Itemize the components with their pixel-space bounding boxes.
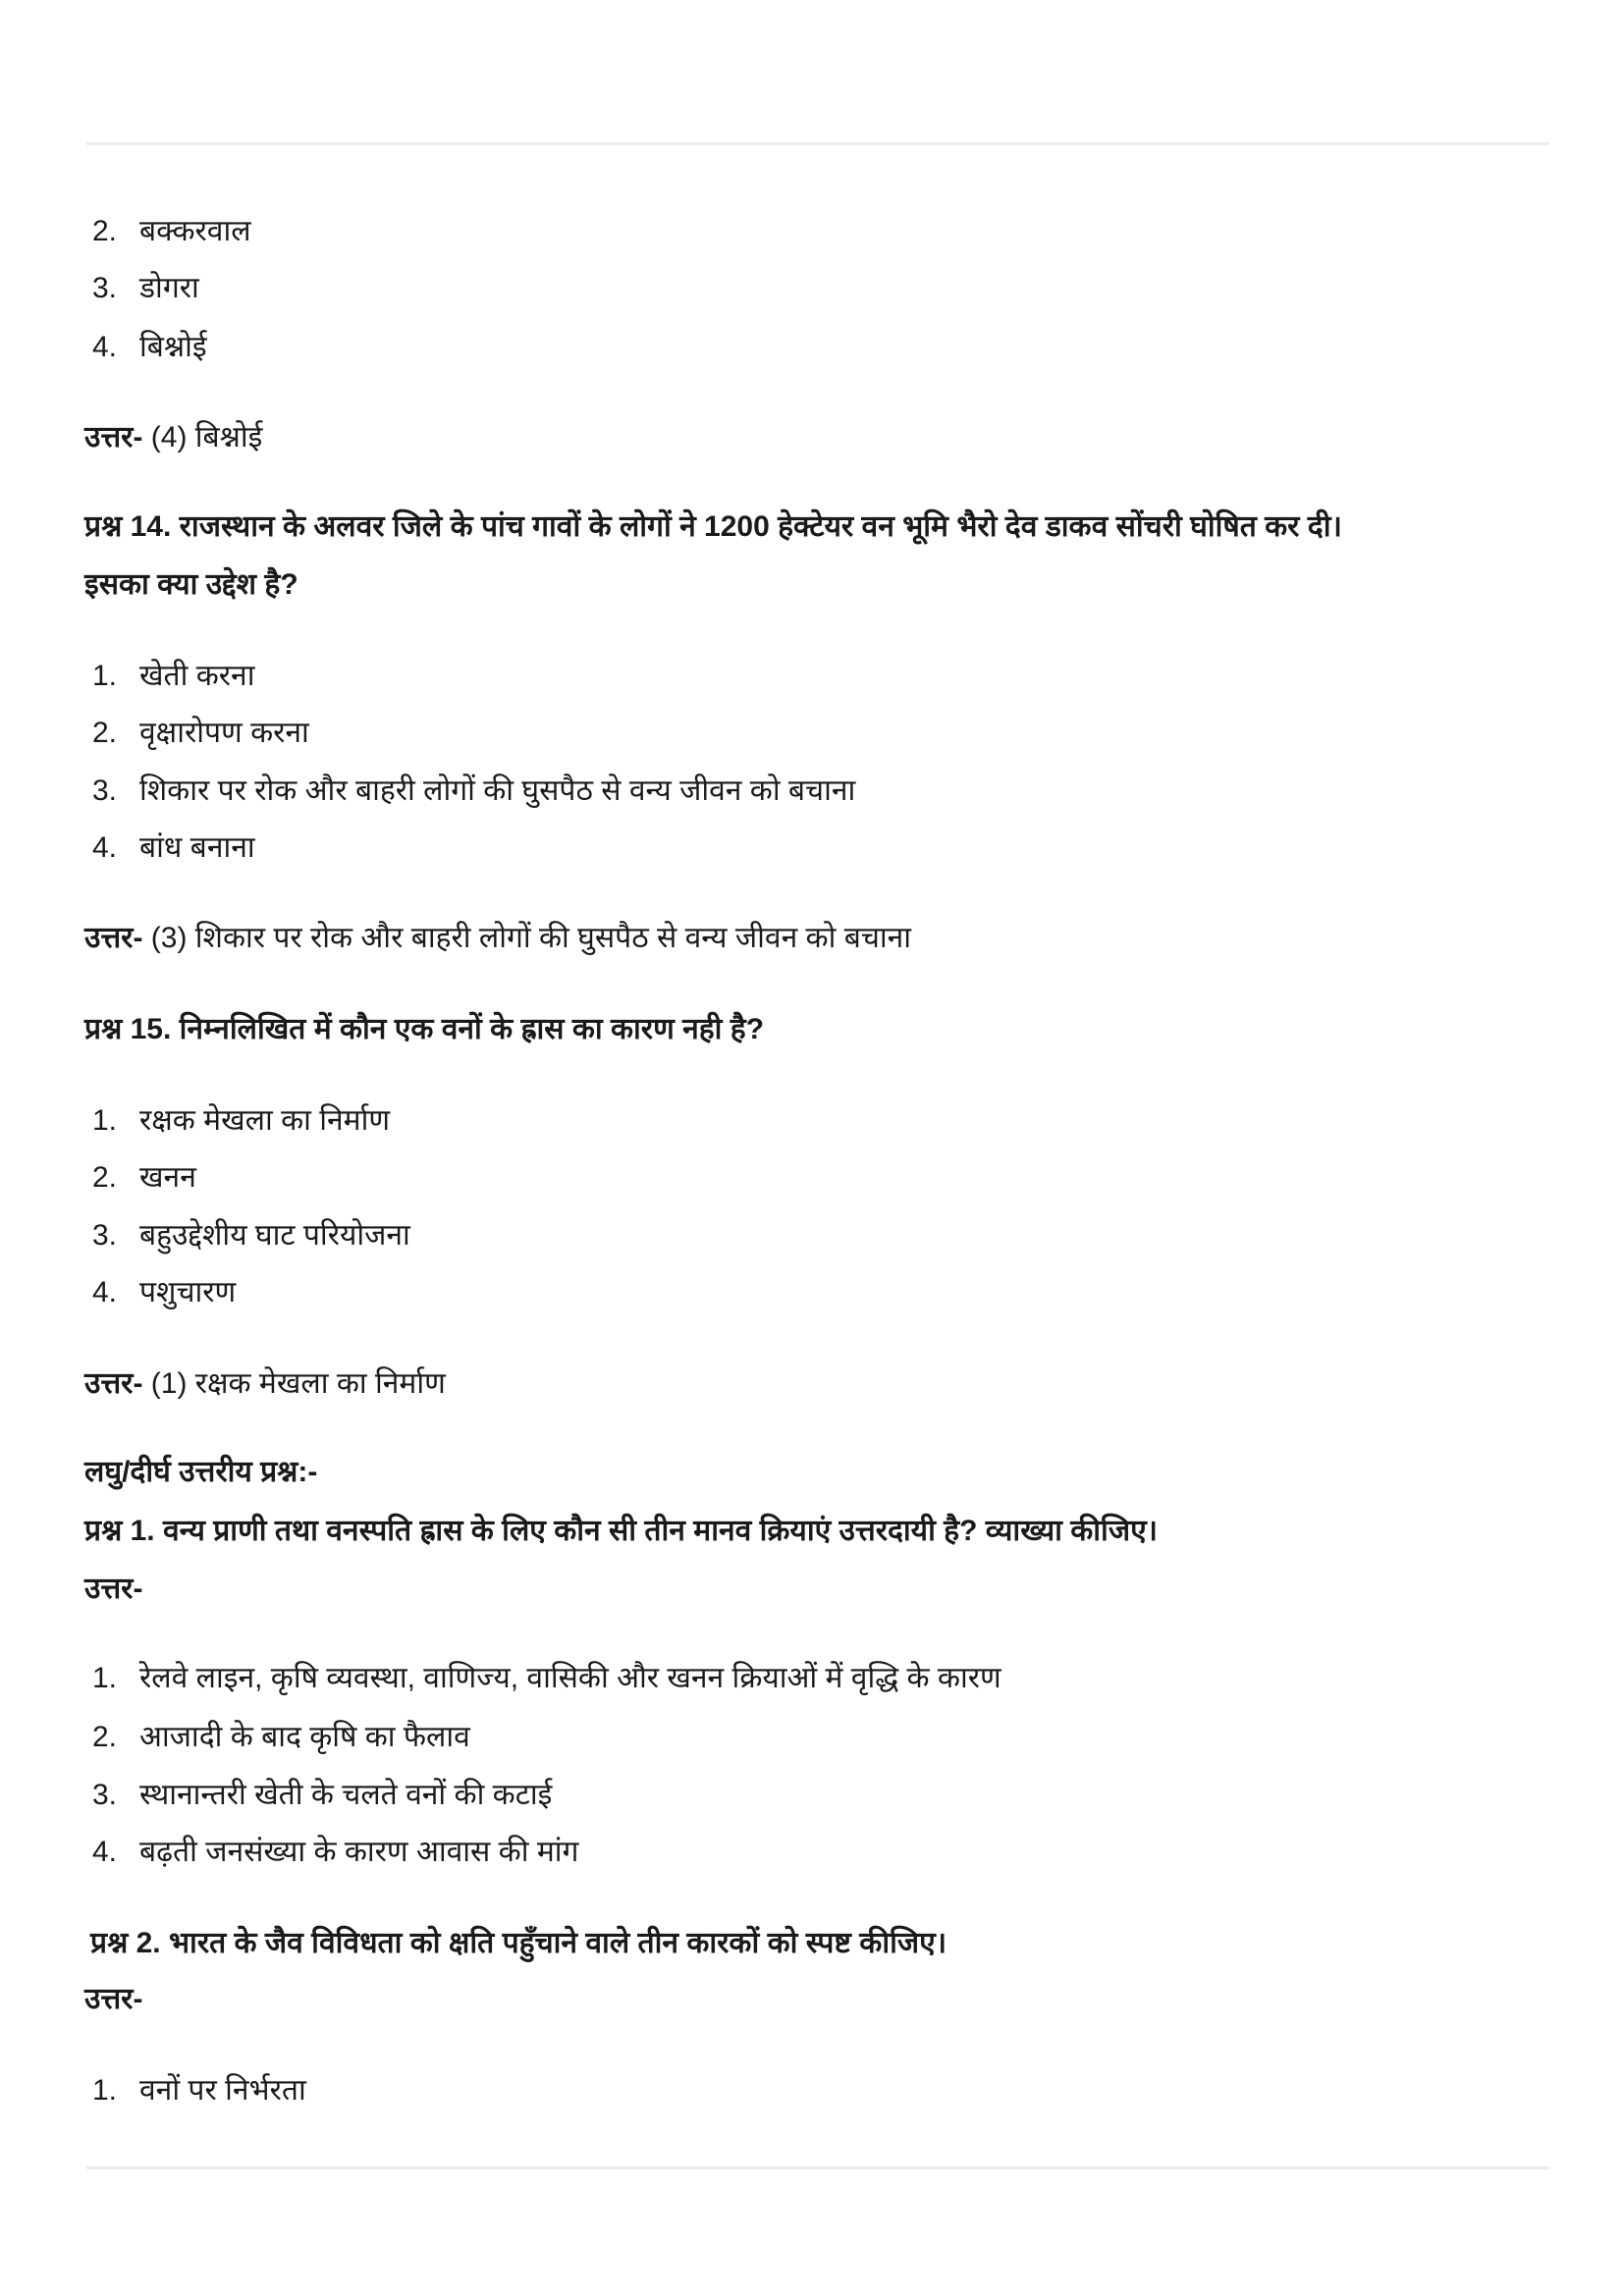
option-text: खनन xyxy=(139,1161,196,1194)
option-number: 2. xyxy=(92,1161,118,1194)
option-number: 3. xyxy=(92,1779,118,1811)
question-15: प्रश्न 15. निम्नलिखित में कौन एक वनों के ह्रास का कारण नही है? xyxy=(84,1013,765,1045)
option-number: 1. xyxy=(92,2074,118,2107)
option-number: 2. xyxy=(92,215,118,247)
option-number: 3. xyxy=(92,272,118,304)
bottom-divider xyxy=(86,2166,1549,2169)
option-text: खेती करना xyxy=(139,660,255,692)
option-number: 4. xyxy=(92,1276,118,1308)
top-divider xyxy=(86,142,1549,145)
option-number: 4. xyxy=(92,831,118,864)
option-text: बढ़ती जनसंख्या के कारण आवास की मांग xyxy=(139,1836,579,1868)
answer-text: (3) शिकार पर रोक और बाहरी लोगों की घुसपैठ से वन्य जीवन को बचाना xyxy=(142,922,912,954)
option-text: वृक्षारोपण करना xyxy=(139,717,309,749)
answer-text: (4) बिश्नोई xyxy=(142,421,263,454)
question-14-line1: प्रश्न 14. राजस्थान के अलवर जिले के पांच गावों के लोगों ने 1200 हेक्टेयर वन भूमि भैरो देव डाकव सोंचरी घोषित कर दी। xyxy=(84,510,1342,543)
answer-label: उत्तर- xyxy=(84,1367,143,1400)
answer-text: (1) रक्षक मेखला का निर्माण xyxy=(142,1367,446,1400)
option-number: 1. xyxy=(92,1662,118,1694)
option-text: स्थानान्तरी खेती के चलते वनों की कटाई xyxy=(139,1779,553,1811)
answer-q13 xyxy=(84,418,262,457)
short-question-2: प्रश्न 2. भारत के जैव विविधता को क्षति पहुँचाने वाले तीन कारकों को स्पष्ट कीजिए। xyxy=(90,1927,947,1959)
answer-label: उत्तर- xyxy=(84,1573,143,1605)
option-number: 3. xyxy=(92,1219,118,1252)
section-heading: लघु/दीर्घ उत्तरीय प्रश्न:- xyxy=(84,1456,318,1488)
option-text: डोगरा xyxy=(139,272,199,304)
option-text: रक्षक मेखला का निर्माण xyxy=(139,1104,391,1137)
option-text: वनों पर निर्भरता xyxy=(139,2074,306,2107)
short-question-1: प्रश्न 1. वन्य प्राणी तथा वनस्पति ह्रास के लिए कौन सी तीन मानव क्रियाएं उत्तरदायी है? व्याख्या कीजिए। xyxy=(84,1515,1159,1547)
question-14-line2: इसका क्या उद्देश है? xyxy=(84,568,298,601)
option-text: बांध बनाना xyxy=(139,831,255,864)
answer-q14 xyxy=(84,919,911,958)
option-text: बिश्नोई xyxy=(139,331,207,363)
option-number: 4. xyxy=(92,1836,118,1868)
option-text: बक्करवाल xyxy=(139,215,251,247)
option-text: आजादी के बाद कृषि का फैलाव xyxy=(139,1721,470,1753)
option-text: बहुउद्देशीय घाट परियोजना xyxy=(139,1219,410,1252)
option-number: 4. xyxy=(92,331,118,363)
option-number: 2. xyxy=(92,1721,118,1753)
option-number: 1. xyxy=(92,660,118,692)
answer-q15 xyxy=(84,1364,446,1404)
option-text: शिकार पर रोक और बाहरी लोगों की घुसपैठ से वन्य जीवन को बचाना xyxy=(139,774,856,807)
answer-label: उत्तर- xyxy=(84,1983,143,2015)
option-number: 3. xyxy=(92,774,118,807)
option-number: 2. xyxy=(92,717,118,749)
option-number: 1. xyxy=(92,1104,118,1137)
answer-label: उत्तर- xyxy=(84,922,143,954)
answer-label: उत्तर- xyxy=(84,421,143,454)
option-text: रेलवे लाइन, कृषि व्यवस्था, वाणिज्य, वासिकी और खनन क्रियाओं में वृद्धि के कारण xyxy=(139,1662,1001,1694)
option-text: पशुचारण xyxy=(139,1276,237,1308)
